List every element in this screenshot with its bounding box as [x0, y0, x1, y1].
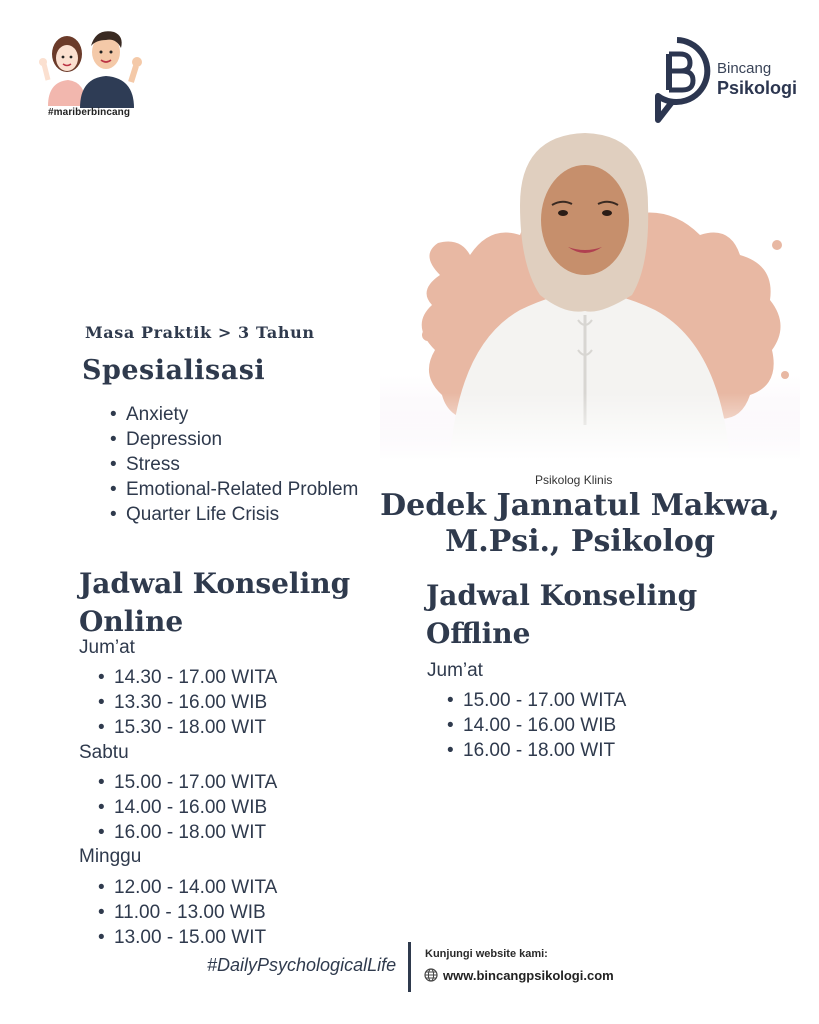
heading-line: Offline: [426, 617, 531, 650]
list-item: • 12.00 - 14.00 WITA: [95, 875, 277, 900]
role-label: Psikolog Klinis: [535, 473, 613, 487]
heading-line: Online: [79, 605, 184, 638]
list-item: • Depression: [107, 427, 377, 452]
list-item: • 16.00 - 18.00 WIT: [95, 820, 277, 845]
time-list: [95, 665, 277, 740]
list-item: • 13.30 - 16.00 WIB: [95, 690, 277, 715]
list-item: • Stress: [107, 452, 377, 477]
footer-divider: [408, 942, 411, 992]
logo-word-psikologi: Psikologi: [717, 78, 798, 98]
heading-line: Jadwal Konseling: [426, 579, 698, 612]
day-label: Jum’at: [79, 637, 135, 658]
experience-label: Masa Praktik > 3 Tahun: [85, 323, 315, 342]
list-item: • 14.00 - 16.00 WIB: [444, 713, 626, 738]
list-item: • Anxiety: [107, 402, 377, 427]
mascot-illustration: [38, 24, 148, 108]
specialization-list: [107, 402, 377, 527]
heading-line: Jadwal Konseling: [79, 567, 351, 600]
time-list: [95, 875, 277, 950]
list-item: • 15.00 - 17.00 WITA: [444, 688, 626, 713]
day-label: Jum’at: [427, 660, 483, 681]
name-line: M.Psi., Psikolog: [445, 524, 715, 559]
day-label: Minggu: [79, 846, 142, 867]
list-item: • 14.00 - 16.00 WIB: [95, 795, 277, 820]
time-list: [444, 688, 626, 763]
globe-icon: [424, 968, 438, 982]
list-item: • 15.30 - 18.00 WIT: [95, 715, 277, 740]
list-item: • 16.00 - 18.00 WIT: [444, 738, 626, 763]
logo-word-bincang: Bincang: [717, 60, 772, 77]
list-item: • 15.00 - 17.00 WITA: [95, 770, 277, 795]
time-list: [95, 770, 277, 845]
specialization-heading: Spesialisasi: [82, 355, 266, 386]
list-item: • Quarter Life Crisis: [107, 502, 377, 527]
online-schedule-heading: [79, 565, 350, 641]
bincang-psikologi-logo-icon: [642, 36, 712, 124]
psychologist-photo: [380, 125, 800, 460]
website-link[interactable]: www.bincangpsikologi.com: [443, 968, 614, 983]
offline-schedule-heading: [426, 577, 697, 653]
psychologist-name: [380, 488, 780, 560]
day-label: Sabtu: [79, 742, 129, 763]
list-item: • 13.00 - 15.00 WIT: [95, 925, 277, 950]
visit-website-label: Kunjungi website kami:: [425, 948, 548, 960]
hashtag-mariberbincang: #mariberbincang: [48, 107, 131, 118]
list-item: • 14.30 - 17.00 WITA: [95, 665, 277, 690]
list-item: • Emotional-Related Problem: [107, 477, 377, 502]
name-line: Dedek Jannatul Makwa,: [380, 488, 780, 523]
list-item: • 11.00 - 13.00 WIB: [95, 900, 277, 925]
hashtag-daily-psychological-life: #DailyPsychologicalLife: [207, 955, 397, 975]
